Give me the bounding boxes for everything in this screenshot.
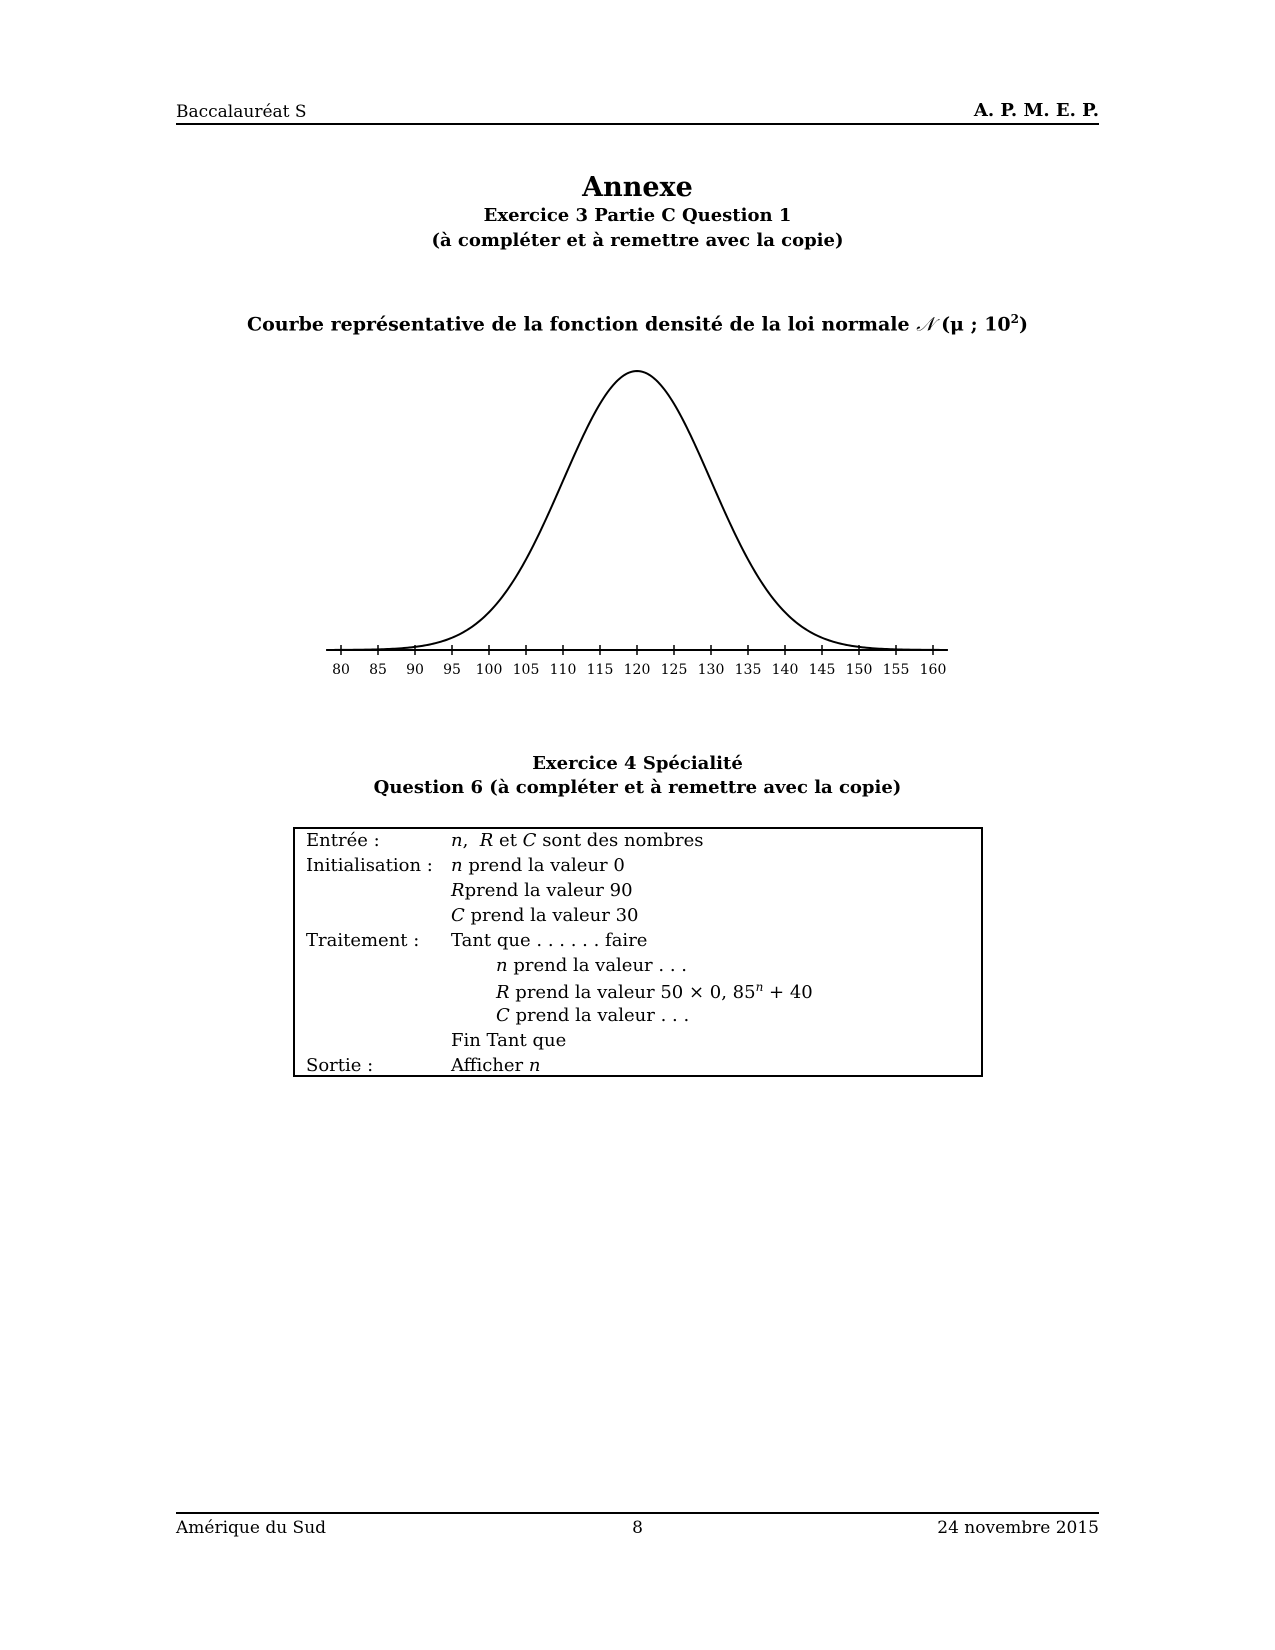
law-exponent: 2 — [1010, 312, 1020, 326]
algo-entree-line: n, R et C sont des nombres — [451, 830, 704, 851]
exercice4-subtitle: Question 6 (à compléter et à remettre avec la copie) — [373, 777, 902, 798]
algo-init-r: Rprend la valeur 90 — [451, 880, 633, 901]
algo-fin-tant-que: Fin Tant que — [451, 1030, 567, 1051]
x-tick-label: 80 — [332, 662, 350, 678]
algo-loop-n-text: prend la valeur . . . — [513, 955, 687, 976]
algo-loop-r: R prend la valeur 50 × 0, $85^n + 40$ — [496, 980, 813, 1003]
page-number: 8 — [632, 1518, 643, 1538]
footer-rule — [176, 1512, 1099, 1514]
algo-init-n: n prend la valeur 0 — [451, 855, 625, 876]
x-tick-label: 125 — [660, 662, 688, 678]
footer-right: 24 novembre 2015 — [937, 1518, 1099, 1538]
x-tick-label: 150 — [845, 662, 873, 678]
normal-density-chart — [0, 0, 1275, 700]
x-tick-label: 95 — [443, 662, 461, 678]
x-tick-label: 90 — [406, 662, 424, 678]
x-tick-label: 105 — [512, 662, 540, 678]
algo-traitement-label: Traitement : — [306, 930, 420, 951]
curve-title-prefix: Courbe représentative de la fonction densité de la loi normale — [246, 313, 910, 336]
algo-loop-r-end: + 40 — [763, 982, 813, 1003]
law-params: (μ ; 10 — [941, 313, 1011, 336]
algo-loop-r-text: prend la valeur 50 × 0, 85 — [515, 982, 756, 1003]
annexe-subtitle-2: (à compléter et à remettre avec la copie) — [431, 230, 844, 251]
algo-loop-r-exponent: n — [755, 980, 764, 994]
x-tick-label: 135 — [734, 662, 762, 678]
annexe-subtitle-1: Exercice 3 Partie C Question 1 — [483, 205, 792, 226]
x-tick-label: 140 — [771, 662, 799, 678]
algo-loop-n: n prend la valeur . . . — [496, 955, 687, 976]
algo-init-label: Initialisation : — [306, 855, 433, 876]
algo-entree-label: Entrée : — [306, 830, 380, 851]
algo-loop-c-text: prend la valeur . . . — [515, 1005, 690, 1026]
header-left: Baccalauréat S — [176, 102, 307, 122]
annexe-title: Annexe — [582, 172, 693, 203]
exercice4-title: Exercice 4 Spécialité — [532, 753, 743, 774]
footer-left: Amérique du Sud — [176, 1518, 327, 1538]
x-tick-label: 85 — [369, 662, 387, 678]
header-right: A. P. M. E. P. — [973, 100, 1099, 121]
algo-tant-que: Tant que . . . . . . faire — [451, 930, 648, 951]
law-close: ) — [1019, 313, 1029, 336]
x-tick-label: 155 — [882, 662, 910, 678]
algo-loop-c: C prend la valeur . . . — [496, 1005, 690, 1026]
x-tick-label: 110 — [549, 662, 577, 678]
algo-sortie-text: Afficher — [451, 1055, 524, 1076]
x-tick-label: 120 — [623, 662, 651, 678]
algo-entree-text: sont des nombres — [542, 830, 704, 851]
x-tick-label: 160 — [919, 662, 947, 678]
algo-init-c-text: prend la valeur 30 — [470, 905, 639, 926]
x-tick-label: 100 — [475, 662, 503, 678]
algo-init-n-text: prend la valeur 0 — [468, 855, 625, 876]
x-tick-label: 115 — [586, 662, 614, 678]
law-symbol: 𝒩 — [916, 313, 935, 336]
algo-init-c: C prend la valeur 30 — [451, 905, 639, 926]
x-tick-label: 145 — [808, 662, 836, 678]
algo-sortie-line: Afficher n — [451, 1055, 541, 1076]
algo-sortie-label: Sortie : — [306, 1055, 374, 1076]
density-curve — [326, 371, 948, 650]
algo-init-r-text: prend la valeur 90 — [464, 880, 633, 901]
x-tick-label: 130 — [697, 662, 725, 678]
